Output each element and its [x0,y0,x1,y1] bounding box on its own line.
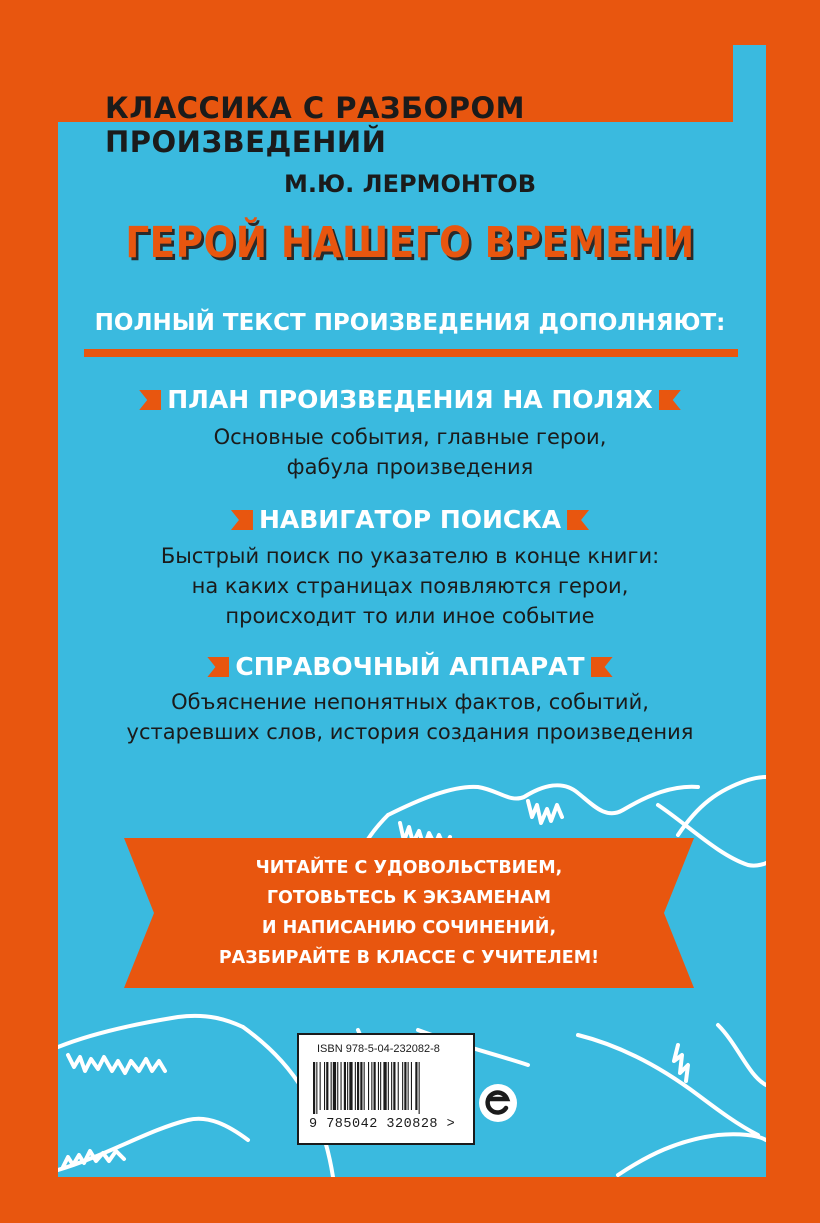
barcode-bar [347,1062,348,1110]
barcode-bar [378,1062,379,1110]
arrow-marker-icon [659,390,681,410]
barcode-bars [311,1062,463,1114]
barcode-bar [313,1062,315,1114]
feature-description-line: на каких страницах появляются герои, [191,574,629,598]
barcode-bar [415,1062,417,1110]
series-title: КЛАССИКА С РАЗБОРОМ ПРОИЗВЕДЕНИЙ [105,91,526,159]
cta-line: И НАПИСАНИЮ СОЧИНЕНИЙ, [261,918,557,938]
barcode-bar [355,1062,356,1110]
feature-heading-label: НАВИГАТОР ПОИСКА [258,505,562,534]
author-name: М.Ю. ЛЕРМОНТОВ [284,170,536,198]
feature-heading-navigator [0,505,820,534]
barcode-bar [316,1062,317,1114]
barcode-bar [360,1062,362,1110]
barcode-bar [371,1062,372,1110]
arrow-marker-icon [207,657,229,677]
barcode-bar [333,1062,336,1110]
barcode-bar [411,1062,412,1110]
book-title: ГЕРОЙ НАШЕГО ВРЕМЕНИ [125,218,695,268]
barcode-bar [326,1062,328,1110]
cta-text [124,853,694,973]
feature-description-plan [0,422,820,482]
isbn-label: ISBN 978-5-04-232082-8 [317,1043,440,1055]
barcode-bar [408,1062,409,1110]
barcode-bar [331,1062,332,1110]
barcode-bar [364,1062,365,1110]
feature-description-line: фабула произведения [286,455,534,479]
feature-description-line: происходит то или иное событие [225,604,595,628]
feature-description-line: Объяснение непонятных фактов, событий, [171,690,649,714]
feature-heading-reference [0,652,820,681]
eksmo-logo-icon [478,1083,518,1123]
barcode-bar [388,1062,389,1110]
divider-rule [84,349,738,357]
barcode-bar [404,1062,406,1110]
isbn-barcode [297,1033,475,1145]
feature-heading-plan [0,385,820,414]
feature-description-line: Основные события, главные герои, [213,425,607,449]
cta-line: ГОТОВЬТЕСЬ К ЭКЗАМЕНАМ [266,888,552,908]
barcode-bar [391,1062,392,1110]
feature-description-line: устаревших слов, история создания произведения [126,720,694,744]
feature-description-reference [0,687,820,747]
barcode-bar [419,1062,420,1114]
barcode-bar [341,1062,342,1110]
barcode-bar [344,1062,346,1110]
cta-line: ЧИТАЙТЕ С УДОВОЛЬСТВИЕМ, [255,858,563,878]
cta-line: РАЗБИРАЙТЕ В КЛАССЕ С УЧИТЕЛЕМ! [218,948,600,968]
barcode-bar [320,1062,321,1110]
barcode-bar [337,1062,338,1110]
feature-heading-label: СПРАВОЧНЫЙ АППАРАТ [235,652,585,681]
barcode-bar [402,1062,403,1110]
arrow-marker-icon [139,390,161,410]
barcode-number: 9 785042 320828 > [309,1117,456,1132]
barcode-bar [349,1062,352,1110]
barcode-bar [324,1062,325,1110]
barcode-bar [398,1062,399,1110]
barcode-bar [383,1062,386,1110]
barcode-bar [374,1062,376,1110]
feature-description-line: Быстрый поиск по указателю в конце книги: [160,544,660,568]
barcode-bar [368,1062,369,1110]
barcode-bar [357,1062,359,1110]
barcode-bar [380,1062,381,1110]
feature-description-navigator [0,541,820,631]
barcode-bar [393,1062,395,1110]
arrow-marker-icon [567,510,589,530]
arrow-marker-icon [231,510,253,530]
supplement-heading: ПОЛНЫЙ ТЕКСТ ПРОИЗВЕДЕНИЯ ДОПОЛНЯЮТ: [94,310,726,336]
arrow-marker-icon [591,657,613,677]
feature-heading-label: ПЛАН ПРОИЗВЕДЕНИЯ НА ПОЛЯХ [167,385,653,414]
